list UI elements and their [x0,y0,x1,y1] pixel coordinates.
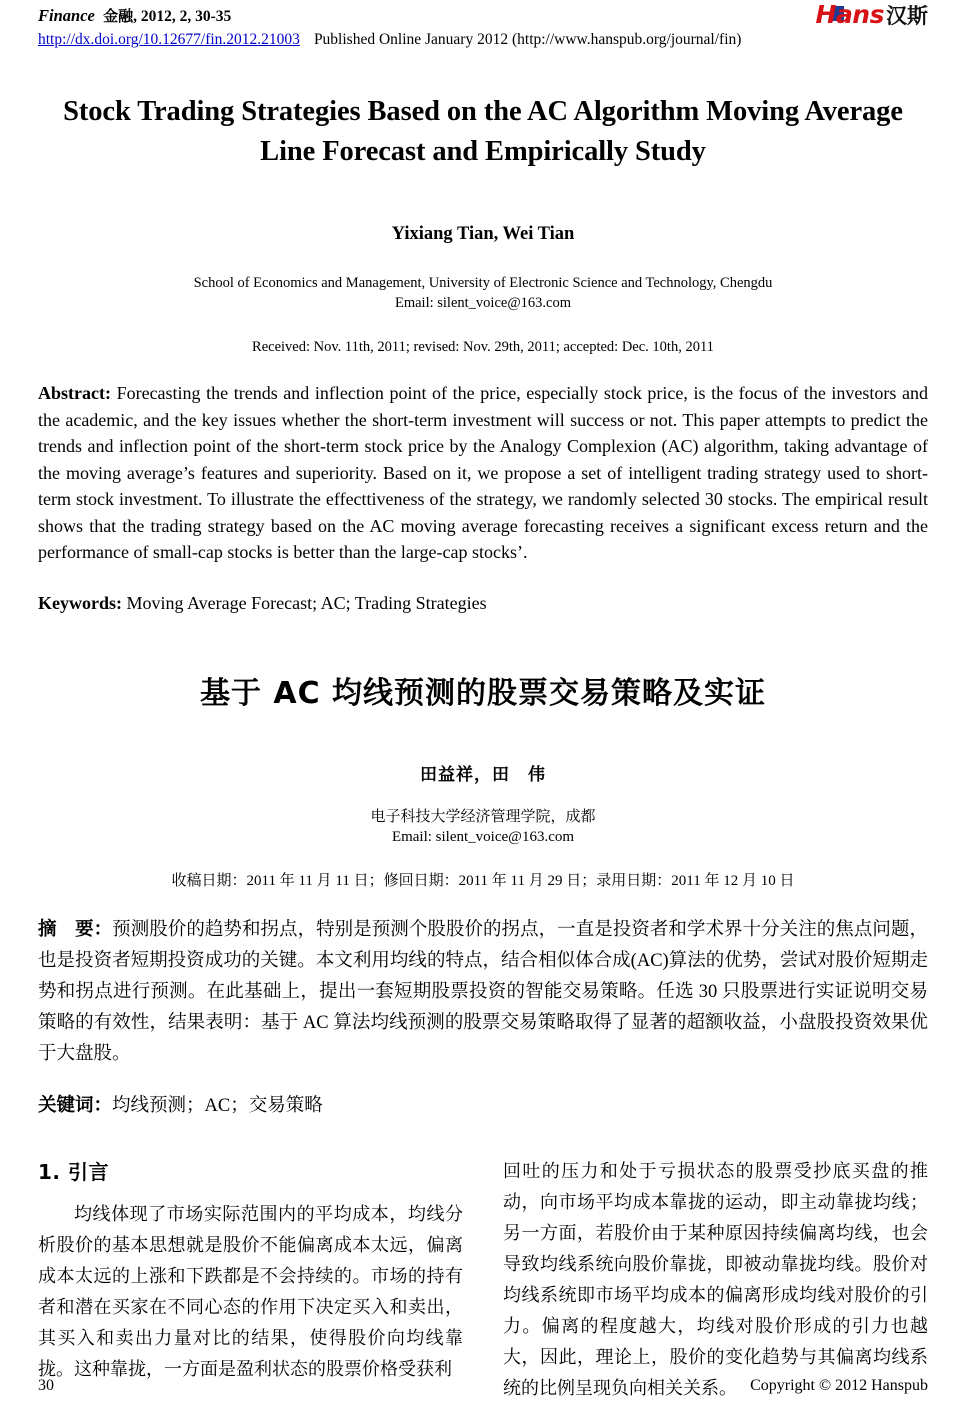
copyright-notice: Copyright © 2012 Hanspub [750,1377,928,1394]
email-en: Email: silent_voice@163.com [394,295,572,311]
hans-logo-en: Hans [815,0,884,29]
masthead-doi-line [38,29,928,50]
section-heading-introduction: 1. 引言 [38,1159,109,1184]
title-block-en [38,92,928,172]
abstract-label-cn: 摘 要： [38,918,113,940]
affiliation-en: School of Economics and Management, University of Electronic Science and Technology, Chengdu [193,275,773,291]
published-online-note: Published Online January 2012 (http://www.hanspub.org/journal/fin) [313,31,742,48]
keywords-en [38,590,928,616]
dates-en: Received: Nov. 11th, 2011; revised: Nov. 29th, 2011; accepted: Dec. 10th, 2011 [252,339,714,355]
body-paragraph-right: 回吐的压力和处于亏损状态的股票受抄底买盘的推动，向市场平均成本靠拢的运动，即主动靠拢均线；另一方面，若股价由于某种原因持续偏离均线，也会导致均线系统向股价靠拢，即被动靠拢均线。股价对均线系统即市场平均成本的偏离形成均线对股价的引力。偏离的程度越大，均线对股价形成的引力也越大，因此，理论上，股价的变化趋势与其偏离均线系统的比例呈现负向相关关系。 [503,1160,928,1398]
body-column-right [503,1156,928,1404]
abstract-label-en: Abstract: [38,383,111,403]
masthead-journal-line [38,6,928,27]
hans-publisher-logo [816,2,928,27]
body-columns [38,1156,928,1404]
keywords-label-cn: 关键词： [38,1094,113,1116]
body-column-left [38,1156,463,1404]
authors-cn: 田益祥，田 伟 [420,764,546,785]
masthead [38,0,928,60]
paper-title-cn: 基于 AC 均线预测的股票交易策略及实证 [199,675,767,711]
issue-info: , 2012, 2, 30-35 [133,8,232,25]
keywords-label-en: Keywords: [38,592,122,613]
authors-en: Yixiang Tian, Wei Tian [391,224,575,244]
page-number: 30 [38,1377,54,1394]
affiliation-block-en [38,273,928,313]
hans-logo-cn: 汉斯 [886,4,928,28]
journal-name-cn: 金融 [103,7,134,25]
page-footer [38,1377,928,1395]
keywords-text-en: Moving Average Forecast; AC; Trading Strategies [126,592,487,613]
doi-link[interactable]: http://dx.doi.org/10.12677/fin.2012.21003 [38,31,300,48]
body-paragraph-left: 均线体现了市场实际范围内的平均成本，均线分析股价的基本思想就是股价不能偏离成本太远，偏离成本太远的上涨和下跌都是不会持续的。市场的持有者和潜在买家在不同心态的作用下决定买入和卖出，其买入和卖出力量对比的结果，使得股价向均线靠拢。这种靠拢，一方面是盈利状态的股票价格受获利 [38,1203,463,1379]
abstract-text-cn: 预测股价的趋势和拐点，特别是预测个股股价的拐点，一直是投资者和学术界十分关注的焦点问题，也是投资者短期投资成功的关键。本文利用均线的特点，结合相似体合成(AC)算法的优势，尝试对股价短期走势和拐点进行预测。在此基础上，提出一套短期股票投资的智能交易策略。任选 30 只股票进行实证说明交易策略的有效性，结果表明：基于 AC 算法均线预测的股票交易策略取得了显著的超额收益，小盘股投资效果优于大盘股。 [38,919,928,1064]
abstract-en [38,380,928,566]
abstract-text-en: Forecasting the trends and inflection point of the price, especially stock price, is the focus of the investors and the academic, and the key issues whether the short-term investment will success or not. This paper attempts to predict the trends and inflection point of the short-term stock price by the Analogy Complexion (AC) algorithm, taking advantage of the moving average’s features and superiority. Based on it, we propose a set of intelligent trading strategy used to short-term stock investment. To illustrate the effecttiveness of the strategy, we randomly selected 30 stocks. The empirical result shows that the trading strategy based on the AC moving average forecasting receives a significant excess return and the performance of small-cap stocks is better than the large-cap stocks’. [38,383,928,562]
affiliation-block-cn [38,807,928,847]
keywords-text-cn: 均线预测；AC；交易策略 [112,1095,323,1116]
email-cn: Email: silent_voice@163.com [391,828,575,845]
affiliation-cn: 电子科技大学经济管理学院，成都 [370,808,596,825]
keywords-cn [38,1092,928,1120]
dates-cn: 收稿日期：2011 年 11 月 11 日；修回日期：2011 年 11 月 29 日；录用日期：2011 年 12 月 10 日 [171,872,795,889]
journal-name-en: Finance [38,6,95,25]
abstract-cn [38,914,928,1070]
paper-title-en: Stock Trading Strategies Based on the AC Algorithm Moving Average Line Forecast and Empirically Study [63,96,903,167]
